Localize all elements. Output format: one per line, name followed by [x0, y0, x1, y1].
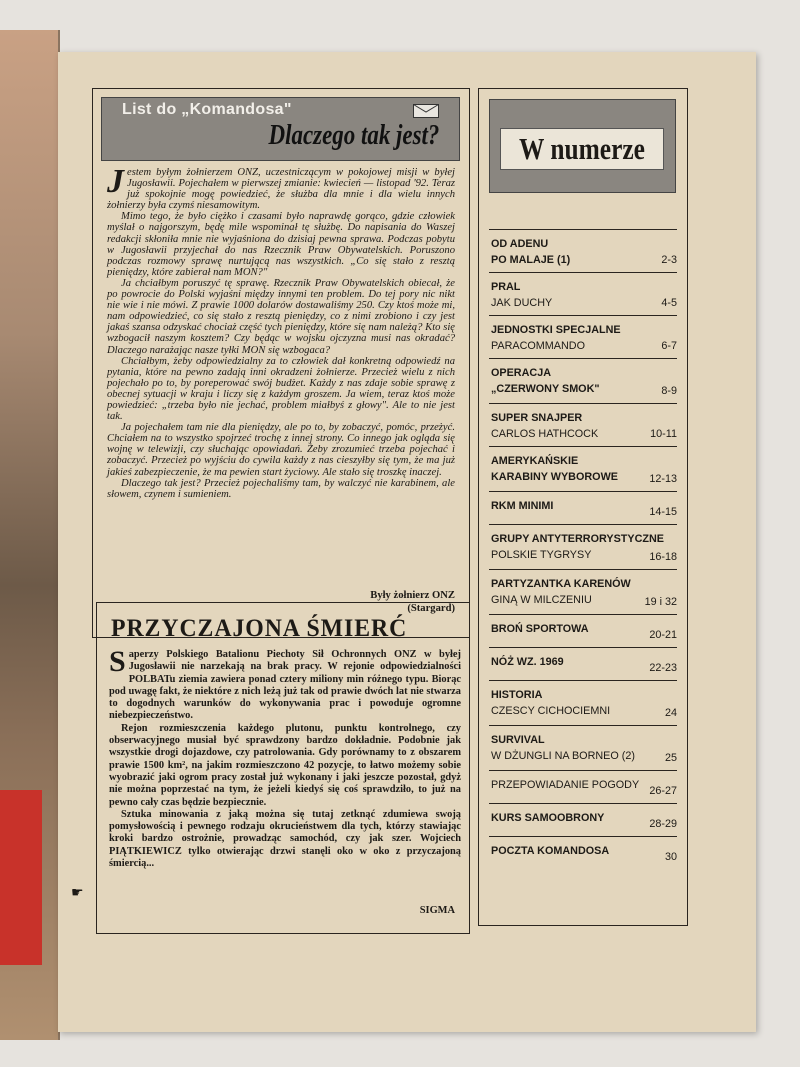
- toc-item-subtitle: CZESCY CICHOCIEMNI: [491, 705, 611, 717]
- toc-item-title: NÓŻ WZ. 1969: [491, 656, 564, 668]
- red-strip: [0, 790, 42, 965]
- article-paragraph-text: Rejon rozmieszczenia każdego plutonu, punktu kontrolnego, czy obserwacyjnego musiał być sprawdzony bardzo dokładnie. Podobnie jak wszystkie drogi dojazdowe, czy patrolowania. Gdy porównamy to z obszarem prawie 1500 km², na jakim rozmieszczono 42 pozycje, to łatwo możemy sobie wyobrazić jaki ogrom pracy został już wykonany i jaki jeszcze pozostał, gdyż nie można poprzestać na tym, że jeżeli kiedyś się coś sprawdziło, to już na pewno cały czas będzie bezpiecznie.: [109, 722, 461, 808]
- toc-item: [489, 315, 677, 358]
- toc-item-page: 30: [664, 851, 677, 863]
- toc-item-title: SURVIVAL: [491, 734, 545, 746]
- letter-paragraph-text: estem byłym żołnierzem ONZ, uczestniczącym w pokojowej misji w byłej Jugosławii. Pojechałem w pierwszej zmianie: kwiecień — listopad '92. Teraz już spokojnie mogę powiedzieć, że służba dla mnie i dla wielu innych żołnierzy była czymś niesamowitym.: [107, 167, 455, 212]
- toc-item: [489, 836, 677, 869]
- toc-item: [489, 680, 677, 725]
- letter-signature-name: Były żołnierz ONZ: [370, 590, 455, 601]
- letter-banner: [101, 97, 460, 161]
- toc-item: [489, 403, 677, 446]
- article-body: [109, 645, 461, 870]
- toc-item-subtitle: CARLOS HATHCOCK: [491, 428, 599, 440]
- toc-item: [489, 272, 677, 315]
- article-box: [71, 602, 470, 934]
- toc-item: [489, 725, 677, 770]
- toc-item: [489, 770, 677, 803]
- article-signature: SIGMA: [419, 905, 455, 916]
- toc-item: [489, 614, 677, 647]
- toc-item-page: 10-11: [650, 428, 677, 440]
- toc-item: [489, 524, 677, 569]
- letter-paragraph: [107, 356, 455, 423]
- toc-item-page: 24: [664, 707, 677, 719]
- toc-item-page: 26-27: [649, 785, 677, 797]
- toc-item: [489, 229, 677, 272]
- toc-item-page: 28-29: [649, 818, 677, 830]
- toc-item-title: RKM MINIMI: [491, 500, 554, 512]
- toc-item-subtitle: KARABINY WYBOROWE: [491, 471, 618, 483]
- letter-dropcap: J: [107, 163, 124, 200]
- toc-item: [489, 569, 677, 614]
- article-paragraph-text: aperzy Polskiego Batalionu Piechoty Sił Ochronnych ONZ w byłej Jugosławii nie narzekają na brak pracy. W rejonie odpowiedzialności POLBATu ziemia zawiera ponad cztery miliony min różnego typu. Biorąc pod uwagę fakt, że niektóre z nich leżą już tak od prawie dwóch lat nie stwarza to dogodnych warunków do wykonywania prac i powoduje ogromne niebezpieczeństwo.: [109, 649, 461, 722]
- letter-signature-place: (Stargard): [407, 603, 455, 614]
- toc-item-page: 22-23: [649, 662, 677, 674]
- letter-paragraph-text: Ja chciałbym poruszyć tę sprawę. Rzecznik Praw Obywatelskich obiecał, że po powrocie do Polski wyjaśni między innymi ten problem. Do tej pory nic nikt nie wie i nie mówi. Z prawie 1000 dolarów dostawaliśmy 250. Czy ktoś może mi, nam odpowiedzieć, co się stało z resztą pieniędzy, co z nimi zrobiono i czy jest jakaś szansa odzyskać chociaż część tych pieniędzy, które się nam należą? Kto się wzbogacił naszym kosztem? Czy będąc w wojsku ojczyzna musi nas okradać? Dlaczego narażając nasze tyłki MON się wzbogaca?: [107, 277, 455, 356]
- toc-item-subtitle: POLSKIE TYGRYSY: [491, 549, 592, 561]
- article-paragraph: [109, 809, 461, 870]
- toc-item-page: 14-15: [649, 506, 677, 518]
- toc-item-page: 2-3: [661, 254, 677, 266]
- article-title: PRZYCZAJONA ŚMIERĆ: [111, 615, 408, 642]
- toc-item-subtitle: W DŻUNGLI NA BORNEO (2): [491, 750, 635, 762]
- toc-item-subtitle: GINĄ W MILCZENIU: [491, 594, 592, 606]
- toc-item-title: PRZEPOWIADANIE POGODY: [491, 779, 640, 791]
- letter-paragraph: [107, 211, 455, 278]
- envelope-icon: [413, 104, 439, 118]
- toc-item-page: 8-9: [661, 385, 677, 397]
- letter-paragraph-text: Dlaczego tak jest? Przecież pojechaliśmy tam, by walczyć nie karabinem, ale słowem, czynem i sumieniem.: [107, 477, 455, 500]
- toc-item: [489, 647, 677, 680]
- toc-item-subtitle: PO MALAJE (1): [491, 254, 571, 266]
- toc-item: [489, 358, 677, 403]
- toc-list: [489, 229, 677, 869]
- letter-paragraph: [107, 422, 455, 477]
- toc-item-title: KURS SAMOOBRONY: [491, 812, 605, 824]
- toc-item-subtitle: „CZERWONY SMOK": [491, 383, 600, 395]
- toc-heading: W numerze: [519, 131, 645, 166]
- toc-header: [489, 99, 676, 193]
- article-dropcap: S: [109, 645, 126, 678]
- toc-item-title: OPERACJA: [491, 367, 551, 379]
- toc-item-title: HISTORIA: [491, 689, 543, 701]
- letter-paragraph-text: Mimo tego, że było ciężko i czasami było naprawdę gorąco, gdzie człowiek myślał o najgorszym, będę mile wspominał tę służbę. Do napisania do Waszej redakcji skłoniła mnie nie wyjaśniona do dzisiaj pewna sprawa. Podczas pobytu w Jugosławii przyjechał do nas Rzecznik Praw Obywatelskich. Poruszono podczas rozmowy sprawę nurtującą nas wszystkich. „Co się stało z resztą pieniędzy, które zabierał nam MON?": [107, 211, 455, 278]
- toc-item: [489, 446, 677, 491]
- toc-item-page: 6-7: [661, 340, 677, 352]
- toc-item-subtitle: JAK DUCHY: [491, 297, 553, 309]
- letter-title: Dlaczego tak jest?: [268, 120, 439, 151]
- toc-item-title: GRUPY ANTYTERRORYSTYCZNE: [491, 533, 664, 545]
- toc-item-subtitle: PARACOMMANDO: [491, 340, 585, 352]
- article-paragraph: [109, 723, 461, 809]
- toc-item-page: 12-13: [649, 473, 677, 485]
- table-of-contents: [478, 88, 688, 926]
- toc-item-title: POCZTA KOMANDOSA: [491, 845, 610, 857]
- toc-item-title: PRAL: [491, 281, 521, 293]
- letter-paragraph: [107, 278, 455, 356]
- pointing-hand-icon: ☛: [71, 886, 84, 901]
- toc-item-page: 20-21: [649, 629, 677, 641]
- toc-item-page: 4-5: [661, 297, 677, 309]
- toc-item-title: JEDNOSTKI SPECJALNE: [491, 324, 621, 336]
- toc-item-title: SUPER SNAJPER: [491, 412, 583, 424]
- toc-item: [489, 803, 677, 836]
- toc-item-page: 19 i 32: [644, 596, 677, 608]
- letter-kicker: List do „Komandosa": [122, 101, 292, 118]
- letter-paragraph-text: Chciałbym, żeby odpowiedzialny za to człowiek dał konkretną odpowiedź na pytania, które na pewno zadają inni okradzeni żołnierze. Przecież wielu z nich pojechało po to, by poreperować swój budżet. Każdy z nas zdaje sobie sprawę z obecnej sytuacji w kraju i liczy się z każdym groszem. Ja wiem, teraz ktoś może powiedzieć: „trzeba było nie jechać, problem miałbyś z głowy". Ale to nie jest tak.: [107, 355, 455, 423]
- toc-item-title: AMERYKAŃSKIE: [491, 455, 579, 467]
- article-paragraph: [109, 645, 461, 723]
- toc-item-title: OD ADENU: [491, 238, 549, 250]
- letter-box: [92, 88, 470, 638]
- letter-paragraph: [107, 478, 455, 500]
- article-paragraph-text: Sztuka minowania z jaką można się tutaj zetknąć zdumiewa swoją pomysłowością i pewnego rodzaju okrucieństwem dla tych, którzy stawiając kroki bardzo ostrożnie, prowadząc samochód, czy jak szer. Wojciech PIĄTKIEWICZ tylko otwierając drzwi stanęli oko w oko z przyczajoną śmiercią...: [109, 808, 461, 870]
- adjacent-page-photo: [0, 30, 60, 1040]
- letter-paragraph-text: Ja pojechałem tam nie dla pieniędzy, ale po to, by zobaczyć, pomóc, przeżyć. Chciałem na to wszystko spojrzeć trochę z innej strony. Co innego jak ogląda się wojnę w telewizji, czy słuchając opowiadań. Żeby zrozumieć trzeba pojechać i zobaczyć. Przecież po wyjściu do cywila każdy z nas cieszyłby się tym, że ma już jakieś zabezpieczenie, że ma pewien start życiowy. Ale stało się troszkę inaczej.: [107, 422, 455, 478]
- toc-item-page: 25: [664, 752, 677, 764]
- toc-item-title: PARTYZANTKA KARENÓW: [491, 578, 631, 590]
- magazine-page: [58, 52, 756, 1032]
- toc-item: [489, 491, 677, 524]
- letter-body: [107, 163, 455, 500]
- letter-paragraph: [107, 163, 455, 212]
- toc-item-page: 16-18: [649, 551, 677, 563]
- toc-item-title: BROŃ SPORTOWA: [491, 623, 589, 635]
